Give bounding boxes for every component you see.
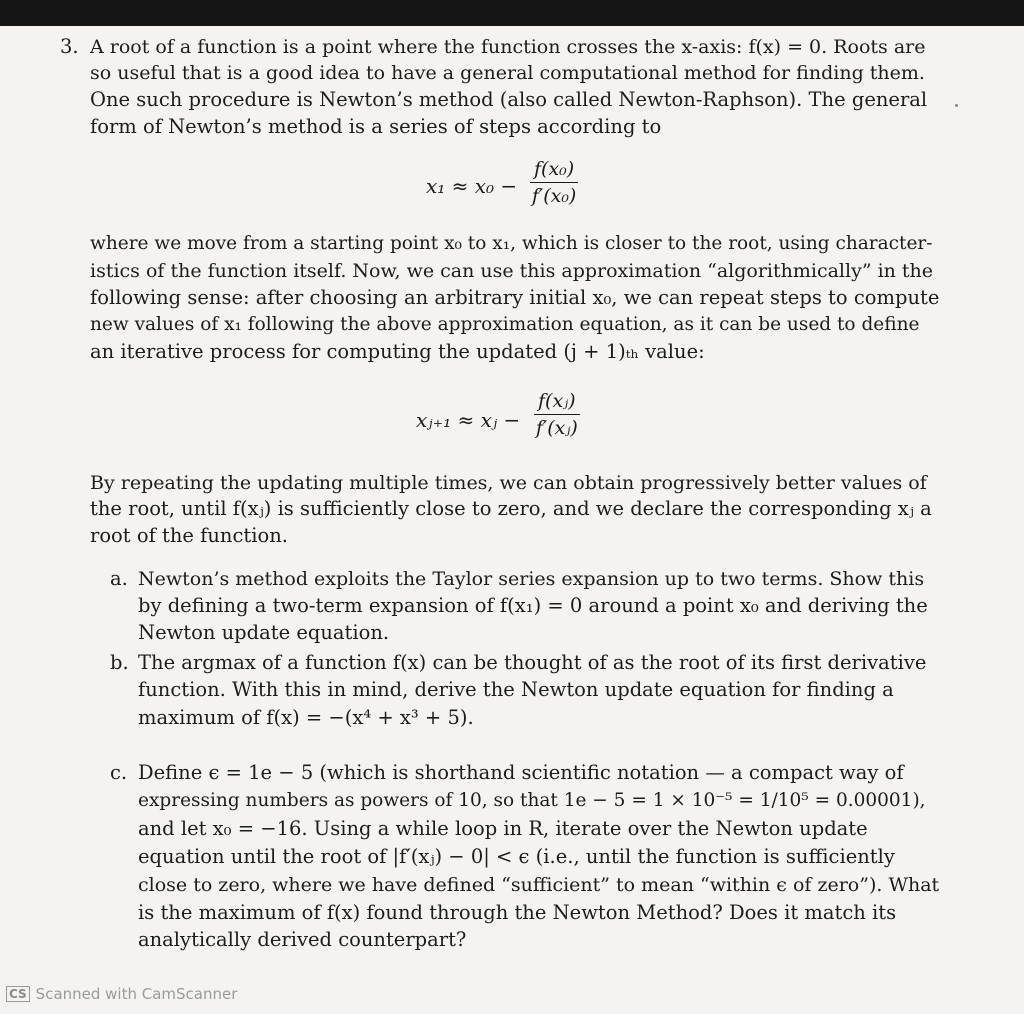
equation-2-denominator: f′(xⱼ) (535, 417, 578, 439)
part-a-label: a. (110, 567, 128, 590)
repeat-line-2: the root, until f(xⱼ) is sufficiently close to zero, and we declare the corresponding xⱼ a (90, 497, 932, 520)
middle-line-5: an iterative process for computing the updated (j + 1)ₜₕ value: (90, 340, 705, 363)
part-c-line-6: is the maximum of f(x) found through the Newton Method? Does it match its (138, 901, 897, 924)
intro-line-1: A root of a function is a point where the function crosses the x-axis: f(x) = 0. Roots are (90, 36, 926, 58)
part-c-line-1: Define ϵ = 1e − 5 (which is shorthand scientific notation — a compact way of (138, 761, 904, 784)
part-b-label: b. (110, 651, 129, 674)
equation-1-fraction (530, 158, 578, 207)
part-c-label: c. (110, 761, 128, 784)
part-b-line-2: function. With this in mind, derive the Newton update equation for finding a (138, 678, 894, 701)
equation-1-denominator: f′(x₀) (531, 185, 577, 207)
equation-2-numerator: f(xⱼ) (534, 390, 580, 415)
middle-line-4: new values of x₁ following the above approximation equation, as it can be used to define (90, 314, 920, 335)
equation-2-lhs: xⱼ₊₁ ≈ xⱼ − (416, 408, 521, 432)
part-a-line-1: Newton’s method exploits the Taylor series expansion up to two terms. Show this (138, 568, 925, 590)
part-c-line-3: and let x₀ = −16. Using a while loop in R, iterate over the Newton update (138, 817, 868, 840)
intro-line-4: form of Newton’s method is a series of steps according to (90, 115, 662, 138)
part-a-line-3: Newton update equation. (138, 621, 390, 644)
part-a-line-2: by defining a two-term expansion of f(x₁) = 0 around a point x₀ and deriving the (138, 594, 928, 617)
part-c-line-5: close to zero, where we have defined “sufficient” to mean “within ϵ of zero”). What (138, 874, 940, 896)
part-c-line-2: expressing numbers as powers of 10, so that 1e − 5 = 1 × 10⁻⁵ = 1/10⁵ = 0.00001), (138, 790, 926, 811)
question-number: 3. (60, 35, 79, 58)
camscanner-logo-icon: CS (6, 986, 30, 1002)
watermark-text: Scanned with CamScanner (35, 985, 238, 1003)
middle-line-1: where we move from a starting point x₀ to x₁, which is closer to the root, using character- (90, 233, 933, 254)
scan-speck (955, 104, 958, 107)
top-dark-strip (0, 0, 1024, 26)
equation-1-numerator: f(x₀) (530, 158, 578, 183)
part-b-line-3: maximum of f(x) = −(x⁴ + x³ + 5). (138, 706, 474, 729)
equation-1-lhs: x₁ ≈ x₀ − (426, 174, 518, 198)
repeat-line-3: root of the function. (90, 524, 288, 547)
part-b-line-1: The argmax of a function f(x) can be thought of as the root of its first derivative (138, 651, 927, 674)
part-c-line-4: equation until the root of |f′(xⱼ) − 0| < ϵ (i.e., until the function is sufficiently (138, 845, 895, 868)
repeat-line-1: By repeating the updating multiple times, we can obtain progressively better values of (90, 472, 927, 494)
equation-2-fraction (534, 390, 580, 439)
intro-line-2: so useful that is a good idea to have a general computational method for finding them. (90, 62, 925, 84)
intro-line-3: One such procedure is Newton’s method (also called Newton-Raphson). The general (90, 88, 928, 111)
part-c-line-7: analytically derived counterpart? (138, 928, 467, 951)
camscanner-watermark (6, 984, 237, 1004)
middle-line-2: istics of the function itself. Now, we can use this approximation “algorithmically” in the (90, 260, 934, 282)
middle-line-3: following sense: after choosing an arbitrary initial x₀, we can repeat steps to compute (90, 286, 940, 309)
